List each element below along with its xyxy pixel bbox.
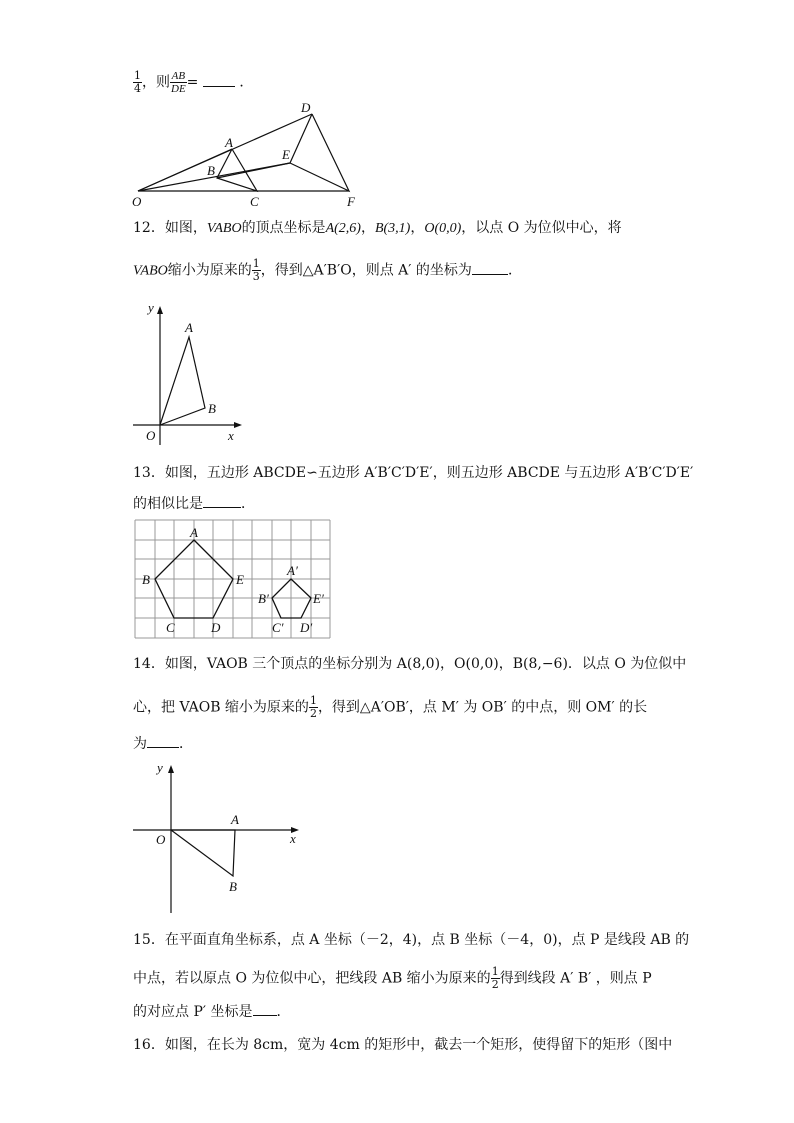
q11-fraction-ratio: $\frac{1}{4}$ [134,69,141,95]
q11-fraction-ab-de: $\frac{AB}{DE}$ [171,70,186,95]
q14-line-1: 14．如图，VAOB 三个顶点的坐标分别为 A(8,0)，O(0,0)，B(8,−6)．以点 O 为位似中 [133,656,687,672]
q13-label-c-prime: C′ [272,620,284,635]
q14-label-y: y [157,760,163,775]
q16-line-1: 16．如图，在长为 8cm，宽为 4cm 的矩形中，截去一个矩形，使得留下的矩形（图中 [133,1037,673,1053]
q12-label-a: A [185,320,193,335]
q13-label-a-prime: A′ [287,563,298,578]
q14-label-x: x [290,831,296,846]
q11-label-d: D [301,100,311,115]
q11-label-a: A [225,135,233,150]
q15-line-1: 15．在平面直角坐标系，点 A 坐标（－2，4)，点 B 坐标（－4，0)，点 P 是线段 AB 的 [133,932,690,948]
q13-label-a: A [190,525,198,540]
q13-line-1: 13．如图，五边形 ABCDE∽五边形 A′B′C′D′E′，则五边形 ABCDE 与五边形 A′B′C′D′E′ [133,465,694,481]
q12-line-2: VABO缩小为原来的 $\frac{1}{3}$ ，得到△A′B′O，则点 A′ 的坐标为 ． [133,257,522,283]
q13-label-d-prime: D′ [300,620,313,635]
q13-label-d: D [211,620,221,635]
q12-label-y: y [148,300,154,315]
q14-line-2: 心，把 VAOB 缩小为原来的 $\frac{1}{2}$ ，得到△A′OB′，点 M′ 为 OB′ 的中点，则 OM′ 的长 [133,694,648,720]
q11-answer-line: $\frac{1}{4}$ ，则 $\frac{AB}{DE}$ = ． [134,69,254,95]
q11-label-o: O [132,194,142,209]
q15-line-3: 的对应点 P′ 坐标是 ． [133,1001,291,1022]
q14-line-3: 为 ． [133,733,193,754]
q14-label-o: O [156,832,166,847]
q12-label-b: B [208,401,216,416]
q13-label-e-prime: E′ [313,591,324,606]
q12-line-1: 12．如图，VABO的顶点坐标是A(2,6)，B(3,1)，O(0,0)，以点 O 为位似中心，将 [133,220,622,236]
q15-answer-blank[interactable] [253,1001,277,1016]
q14-label-b: B [229,879,237,894]
q13-label-b-prime: B′ [258,591,269,606]
q15-fraction: $\frac{1}{2}$ [491,965,499,991]
q11-label-b: B [207,163,215,178]
q11-label-e: E [282,147,290,162]
q13-line-2: 的相似比是 ． [133,493,255,514]
q15-line-2: 中点，若以原点 O 为位似中心，把线段 AB 缩小为原来的 $\frac{1}{2}$ 得到线段 A′ B′ ，则点 P [133,965,652,991]
q14-fraction: $\frac{1}{2}$ [309,694,317,720]
q12-label-x: x [228,428,234,443]
q12-fraction: $\frac{1}{3}$ [252,257,260,283]
q12-label-o: O [146,428,156,443]
q11-label-c: C [250,194,259,209]
q13-label-e: E [236,572,244,587]
q13-label-b: B [142,572,150,587]
q11-label-f: F [347,194,355,209]
q14-label-a: A [231,812,239,827]
q13-label-c: C [166,620,175,635]
